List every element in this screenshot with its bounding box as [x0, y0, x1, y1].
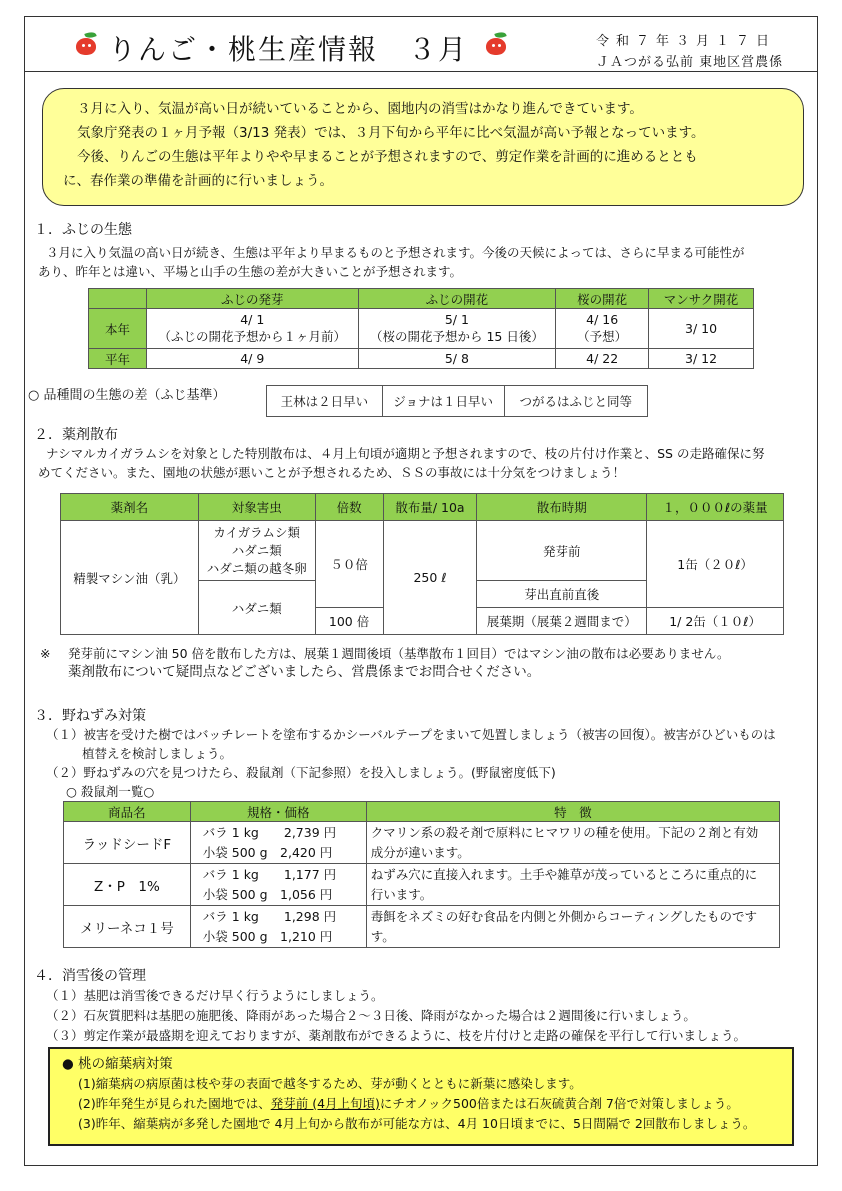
text-line: 植替えを検討しましょう。: [82, 746, 233, 761]
text-line: めてください。また、園地の状態が悪いことが予想されるため、ＳＳの事故には十分気をつけましょう！: [38, 465, 626, 480]
table-row: [89, 349, 754, 369]
pest: カイガラムシ類: [213, 524, 301, 540]
spray-table: [60, 493, 784, 635]
text-span: にチオノック500倍または石灰硫黄合剤 7倍で対策しましょう。: [379, 1096, 739, 1111]
price: バラ 1 kg 1,298 円: [202, 908, 337, 924]
note-line: 発芽前にマシン油 50 倍を散布した方は、展葉１週間後頃（基準散布１回目）ではマシン油の散布は必要ありません。: [68, 646, 730, 661]
table-header: [89, 289, 147, 309]
text-span: (2)昨年発生が見られた園地では、: [78, 1096, 271, 1111]
varieties-table: [266, 385, 648, 417]
table-row: [64, 906, 780, 948]
cell-note: （桜の開花予想から 15 日後）: [369, 329, 544, 344]
emphasis-timing: 発芽前 (4月上旬頃): [270, 1096, 380, 1111]
cell-value: 4/ 22: [556, 349, 649, 369]
text-line: （３）剪定作業が最盛期を迎えておりますが、薬剤散布ができるように、枝を片付けと走路の確保を平行して行いましょう。: [46, 1028, 747, 1043]
intro-line: 今後、りんごの生態は平年よりやや早まることが予想されますので、剪定作業を計画的に進めるととも: [77, 149, 698, 165]
table-row: [64, 864, 780, 906]
pest: ハダニ類: [198, 581, 315, 635]
feature: す。: [370, 928, 395, 944]
peach-leaf-curl-box: [48, 1047, 794, 1146]
price: バラ 1 kg 2,739 円: [202, 824, 337, 840]
feature: クマリン系の殺そ剤で原料にヒマワリの種を使用。下記の２剤と有効: [370, 824, 759, 840]
intro-line: 気象庁発表の１ヶ月予報（3/13 発表）では、３月下旬から平年に比べ気温が高い予報となっています。: [77, 125, 705, 141]
section-heading: ４．消雪後の管理: [34, 968, 146, 984]
section-heading: ３．野ねずみ対策: [34, 708, 146, 724]
varieties-label: ○ 品種間の生態の差（ふじ基準）: [28, 388, 226, 403]
cell-value: 3/ 12: [649, 349, 754, 369]
table-header: ふじの発芽: [146, 289, 358, 309]
cell-value: 4/ 16: [586, 312, 619, 327]
product-name: Z・P 1%: [64, 864, 191, 906]
text-line: （２）石灰質肥料は基肥の施肥後、降雨があった場合２～３日後、降雨がなかった場合は２週間後に行いましょう。: [46, 1008, 696, 1023]
fuji-growth-table: [88, 288, 754, 369]
product-name: ラッドシードF: [64, 822, 191, 864]
dose: 1/ 2缶（１０ℓ）: [647, 608, 784, 635]
organization: ＪＡつがる弘前 東地区営農係: [596, 55, 784, 70]
cell-value: 5/ 8: [358, 349, 556, 369]
feature: 毒餌をネズミの好む食品を内側と外側からコーティングしたものです: [370, 908, 757, 924]
cell-value: 5/ 1: [444, 312, 469, 327]
feature: 行います。: [370, 886, 433, 902]
cell-value: 4/ 1: [240, 312, 265, 327]
spray-note: [68, 644, 818, 682]
pest: ハダニ類: [231, 542, 282, 558]
table-header: 対象害虫: [198, 494, 315, 521]
text-line: ナシマルカイガラムシを対象とした特別散布は、４月上旬頃が適期と予想されますので、枝の片付け作業と、SS の走路確保に努: [46, 446, 765, 461]
price: 小袋 500 g 1,056 円: [202, 886, 333, 902]
intro-box: [42, 88, 804, 206]
apple-mascot-icon: [74, 31, 100, 57]
section-heading: ２．薬剤散布: [34, 427, 118, 443]
table-header: 倍数: [315, 494, 383, 521]
timing: 展葉期（展葉２週間まで）: [477, 608, 647, 635]
table-header: 商品名: [64, 802, 191, 822]
row-label: 平年: [89, 349, 147, 369]
variety-cell: ジョナは１日早い: [382, 386, 504, 417]
table-header: 薬剤名: [61, 494, 199, 521]
cell-value: 3/ 10: [649, 309, 754, 349]
text-line: （２）野ねずみの穴を見つけたら、殺鼠剤（下記参照）を投入しましょう。(野鼠密度低下): [46, 765, 556, 780]
text-line: （１）被害を受けた樹ではバッチレートを塗布するかシーバルテープをまいて処置しましょう（被害の回復）。被害がひどいものは: [46, 727, 776, 742]
section-text: [38, 444, 816, 482]
table-header: ふじの開花: [358, 289, 556, 309]
cell-note: （予想）: [577, 329, 628, 344]
table-header: 桜の開花: [556, 289, 649, 309]
pest: ハダニ類の越冬卵: [206, 560, 307, 576]
rodenticide-list-label: ○ 殺鼠剤一覧○: [66, 784, 155, 799]
table-header: 散布量/ 10a: [383, 494, 477, 521]
rodenticide-table: [63, 801, 780, 948]
price: 小袋 500 g 1,210 円: [202, 928, 333, 944]
price: 小袋 500 g 2,420 円: [202, 844, 333, 860]
intro-line: に、春作業の準備を計画的に行いましょう。: [63, 173, 333, 189]
table-row: [61, 521, 784, 581]
intro-line: ３月に入り、気温が高い日が続いていることから、園地内の消雪はかなり進んできています。: [77, 101, 643, 117]
feature: ねずみ穴に直接入れます。土手や雑草が茂っているところに重点的に: [370, 866, 758, 882]
table-header: 散布時期: [477, 494, 647, 521]
cell-value: 4/ 9: [146, 349, 358, 369]
text-line: ３月に入り気温の高い日が続き、生態は平年より早まるものと予想されます。今後の天候によっては、さらに早まる可能性が: [46, 245, 745, 260]
row-label: 本年: [89, 309, 147, 349]
timing: 発芽前: [477, 521, 647, 581]
section-text: [46, 986, 816, 1046]
note-line: 薬剤散布について疑問点などございましたら、営農係までお問合せください。: [68, 664, 541, 680]
table-header: 規格・価格: [190, 802, 366, 822]
section-text: [38, 243, 816, 281]
cell-note: （ふじの開花予想から１ヶ月前）: [158, 329, 346, 344]
issue-date: 令和７年３月１７日: [596, 34, 777, 49]
variety-cell: つがるはふじと同等: [504, 386, 647, 417]
ratio: 100 倍: [315, 608, 383, 635]
amount: 250 ℓ: [383, 521, 477, 635]
header-divider: [24, 71, 818, 72]
variety-cell: 王林は２日早い: [267, 386, 383, 417]
section-text: [46, 725, 816, 801]
peach-item: [78, 1094, 782, 1114]
section-heading: １．ふじの生態: [34, 222, 132, 238]
table-header: １，０００ℓの薬量: [647, 494, 784, 521]
timing: 芽出直前直後: [477, 581, 647, 608]
drug-name: 精製マシン油（乳）: [61, 521, 199, 635]
product-name: メリーネコ１号: [64, 906, 191, 948]
peach-item: (3)昨年、縮葉病が多発した園地で 4月上旬から散布が可能な方は、4月 10日頃までに、5日間隔で 2回散布しましょう。: [78, 1116, 756, 1131]
dose: 1缶（２０ℓ）: [647, 521, 784, 608]
table-row: [89, 309, 754, 349]
page-title: りんご・桃生産情報 ３月: [108, 33, 469, 66]
peach-item: (1)縮葉病の病原菌は枝や芽の表面で越冬するため、芽が動くとともに新葉に感染します。: [78, 1076, 582, 1091]
ratio: ５０倍: [315, 521, 383, 608]
feature: 成分が違います。: [370, 844, 470, 860]
table-header: マンサク開花: [649, 289, 754, 309]
text-line: （１）基肥は消雪後できるだけ早く行うようにしましょう。: [46, 988, 384, 1003]
price: バラ 1 kg 1,177 円: [202, 866, 337, 882]
apple-mascot-icon: [484, 31, 510, 57]
table-row: [64, 822, 780, 864]
text-line: あり、昨年とは違い、平場と山手の生態の差が大きいことが予想されます。: [38, 264, 463, 279]
note-mark: ※: [40, 646, 51, 661]
peach-title: ● 桃の縮葉病対策: [62, 1056, 173, 1072]
table-header: 特 徴: [366, 802, 779, 822]
